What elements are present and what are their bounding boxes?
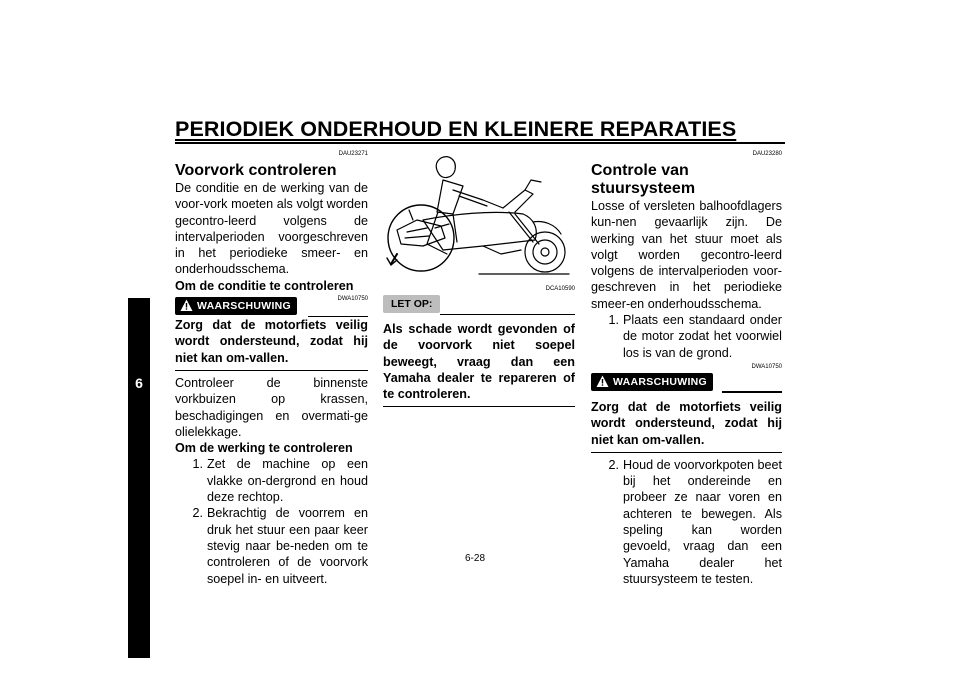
warning-rule bbox=[308, 316, 368, 318]
section-heading: Voorvork controleren bbox=[175, 162, 337, 179]
warning-label: WAARSCHUWING bbox=[613, 375, 708, 388]
warning-header bbox=[591, 373, 782, 393]
list-item bbox=[591, 312, 782, 361]
section-code: DAU23280 bbox=[752, 151, 782, 157]
section-intro: Losse of versleten balhoofdlagers kun-nen gevaarlijk zijn. De werking van het stuur moet als volgt worden gecontro-leerd volgens de intervalperioden voor-geschreven in het periodieke smeer-en onderhoudsschema. bbox=[591, 199, 782, 311]
note-rule bbox=[440, 314, 575, 316]
note-code: DCA10590 bbox=[545, 286, 575, 292]
list-item-number: 1. bbox=[608, 313, 619, 328]
list-item-text: Houd de voorvorkpoten beet bij het ondereinde en probeer ze naar voren en achteren te bewegen. Als speling kan worden gevoeld, vraag dan een Yamaha dealer het stuursysteem te testen. bbox=[623, 457, 782, 586]
list-item bbox=[175, 505, 368, 586]
list-item bbox=[591, 457, 782, 587]
warning-triangle-icon bbox=[180, 299, 193, 312]
list-item bbox=[175, 456, 368, 505]
warning-triangle-icon bbox=[596, 375, 609, 388]
page-number: 6-28 bbox=[465, 553, 486, 564]
warning-badge bbox=[175, 297, 297, 315]
list-item-text: Plaats een standaard onder de motor zodat het voorwiel los is van de grond. bbox=[623, 313, 782, 360]
section-intro: De conditie en de werking van de voor-vork moeten als volgt worden gecontro-leerd volgens de intervalperioden voorgeschreven in het periodieke smeer- en onderhoudsschema. bbox=[175, 181, 368, 277]
section-code: DAU23271 bbox=[338, 151, 368, 157]
subheading-operation: Om de werking te controleren bbox=[175, 441, 353, 456]
page-title: PERIODIEK ONDERHOUD EN KLEINERE REPARATIES bbox=[175, 117, 737, 141]
middle-column bbox=[383, 150, 575, 407]
list-item-number: 2. bbox=[192, 506, 203, 521]
title-rule bbox=[175, 142, 785, 144]
list-item-text: Zet de machine op een vlakke on-dergrond en houd deze rechtop. bbox=[207, 457, 368, 505]
warning-text: Zorg dat de motorfiets veilig wordt ondersteund, zodat hij niet kan om-vallen. bbox=[175, 317, 368, 371]
warning-badge bbox=[591, 373, 713, 391]
warning-label: WAARSCHUWING bbox=[197, 300, 292, 313]
list-item-text: Bekrachtig de voorrem en druk het stuur een paar keer stevig naar be-neden om te controleren of de voorvork soepel in- en uitveert. bbox=[207, 506, 368, 586]
warning-code: DWA10750 bbox=[751, 363, 782, 370]
note-badge: LET OP: bbox=[383, 295, 440, 313]
list-item-number: 1. bbox=[192, 457, 203, 472]
warning-header bbox=[175, 297, 368, 317]
motorcycle-fork-illustration bbox=[383, 150, 575, 280]
subheading-condition: Om de conditie te controleren bbox=[175, 278, 354, 293]
chapter-tab-number: 6 bbox=[135, 375, 143, 391]
right-column bbox=[591, 150, 782, 587]
note-header bbox=[383, 295, 575, 315]
body-text: Controleer de binnenste vorkbuizen op krassen, beschadigingen en overmati-ge olielekkage. bbox=[175, 375, 368, 439]
note-text: Als schade wordt gevonden of de voorvork niet soepel beweegt, vraag dan een Yamaha dealer te repareren of te controleren. bbox=[383, 321, 575, 407]
left-column bbox=[175, 150, 368, 587]
warning-code: DWA10750 bbox=[337, 296, 368, 303]
warning-rule bbox=[722, 391, 782, 393]
warning-text: Zorg dat de motorfiets veilig wordt ondersteund, zodat hij niet kan om-vallen. bbox=[591, 399, 782, 453]
chapter-tab bbox=[128, 298, 150, 658]
section-heading: Controle van stuursysteem bbox=[591, 162, 696, 197]
list-item-number: 2. bbox=[608, 457, 619, 472]
